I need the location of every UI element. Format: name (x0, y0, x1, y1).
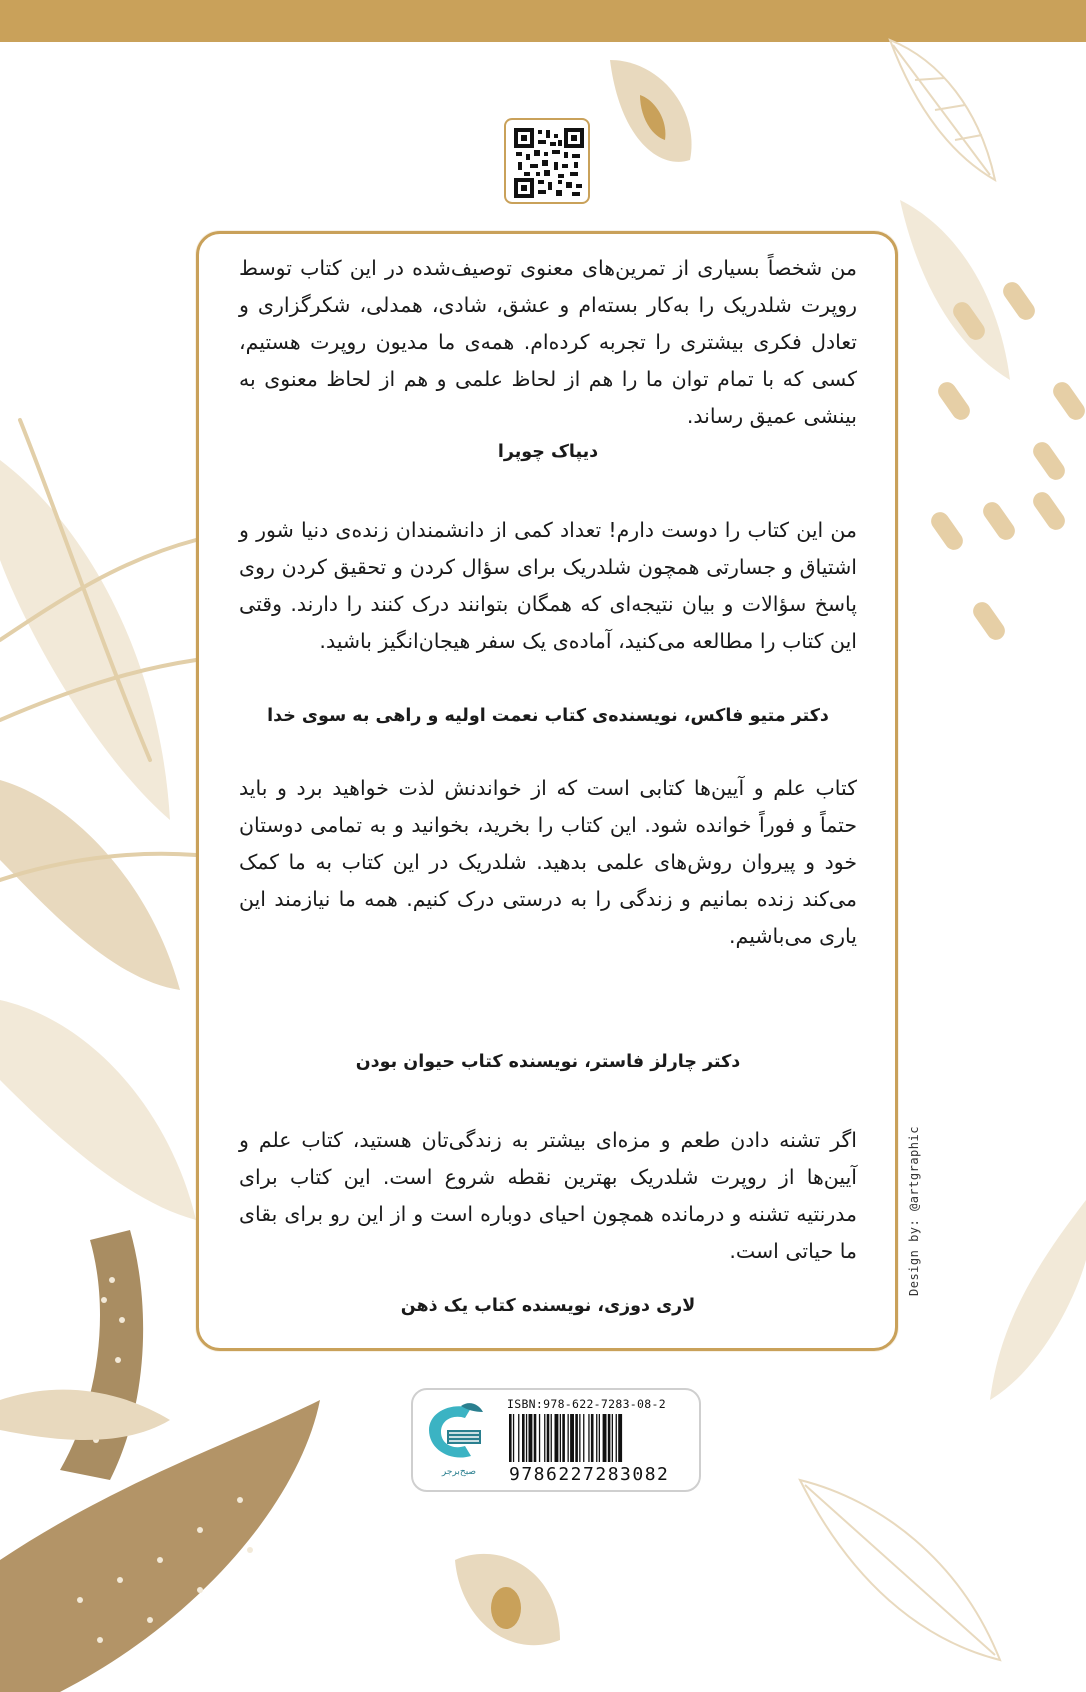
review-1-author: دیپاک چوپرا (497, 442, 599, 462)
isbn-label: ISBN:978-622-7283-08-2 (507, 1397, 666, 1411)
barcode-bar (596, 1414, 597, 1462)
review-3-text: کتاب علم و آیین‌ها کتابی است که از خواندنش لذت خواهید برد و باید حتماً و فوراً خوانده شود. این کتاب را بخرید، بخوانید و به تمامی دوستان خود و پیروان روش‌های علمی بدهید. شلدریک در این کتاب به ما کمک می‌کند زنده بمانیم و زندگی را به درستی درک کنیم. همه ما نیازمند این یاری می‌باشیم. (239, 776, 857, 948)
review-4-text: اگر تشنه دادن طعم و مزه‌ای بیشتر به زندگی‌تان هستید، کتاب علم و آیین‌ها از روپرت شلدریک بهترین نقطه شروع است. این کتاب برای مدرنتیه تشنه و درمانده همچون احیای دوباره است و از این رو برای بقای ما حیاتی است. (239, 1128, 857, 1263)
qr-code-pattern (514, 128, 584, 198)
barcode-bar (583, 1414, 584, 1462)
barcode-bar (612, 1414, 613, 1462)
review-3-author: دکتر چارلز فاستر، نویسنده کتاب حیوان بودن (355, 1052, 741, 1072)
qr-code[interactable] (504, 118, 590, 204)
publisher-logo (421, 1400, 497, 1480)
barcode-bar (547, 1414, 550, 1462)
barcode-bar (522, 1414, 525, 1462)
barcode-bar (555, 1414, 559, 1462)
barcode-bar (539, 1414, 540, 1462)
review-1-text: من شخصاً بسیاری از تمرین‌های معنوی توصیف‌شده در این کتاب توسط روپرت شلدریک را به‌کار بسته‌ام و عشق، شادی، همدلی، شکرگزاری و تعادل فکری بیشتری را تجربه کرده‌ام. همه‌ی ما مدیون روپرت هستیم، کسی که با تمام توان ما را هم از لحاظ علمی و هم از لحاظ معنوی به بینشی عمیق رساند. (239, 256, 857, 428)
barcode-bar (618, 1414, 622, 1462)
barcode-bar (588, 1414, 589, 1462)
barcode-bar (560, 1414, 561, 1462)
review-2-text: من این کتاب را دوست دارم! تعداد کمی از دانشمندان زنده‌ی دنیا شور و اشتیاق و جسارتی همچون شلدریک برای سؤال کردن و تحقیق کردن روی پاسخ سؤالات و بیان نتیجه‌ای که همگان بتوانند درک کنند را دارند. وقتی این کتاب را مطالعه می‌کنید، آماده‌ی یک سفر هیجان‌انگیز باشید. (239, 518, 857, 653)
review-4-author: لاری دوزی، نویسنده کتاب یک ذهن (400, 1296, 696, 1316)
barcode-bar (526, 1414, 527, 1462)
barcode-bar (616, 1414, 617, 1462)
barcode-bar (608, 1414, 611, 1462)
isbn-barcode-box (411, 1388, 701, 1492)
barcode-bar (562, 1414, 565, 1462)
barcode-bar (603, 1414, 607, 1462)
barcode-bar (599, 1414, 600, 1462)
barcode-bar (575, 1414, 578, 1462)
barcode-bar (544, 1414, 545, 1462)
barcode-bars (509, 1414, 689, 1464)
barcode-bar (518, 1414, 519, 1462)
barcode-bar (568, 1414, 569, 1462)
designer-credit: Design by: @artgraphic (907, 1126, 921, 1296)
barcode-bar (579, 1414, 580, 1462)
review-2-author: دکتر متیو فاکس، نویسنده‌ی کتاب نعمت اولیه و راهی به سوی خدا (267, 706, 829, 726)
barcode-bar (513, 1414, 514, 1462)
publisher-logo-text: صبح‌برجر (441, 1467, 477, 1477)
barcode-bar (509, 1414, 512, 1462)
reviews-card (196, 231, 898, 1351)
barcode-bar (529, 1414, 533, 1462)
barcode-bar (570, 1414, 574, 1462)
barcode-bar (591, 1414, 594, 1462)
barcode-bar (551, 1414, 552, 1462)
barcode-bar (534, 1414, 537, 1462)
isbn-number: 9786227283082 (509, 1464, 670, 1485)
